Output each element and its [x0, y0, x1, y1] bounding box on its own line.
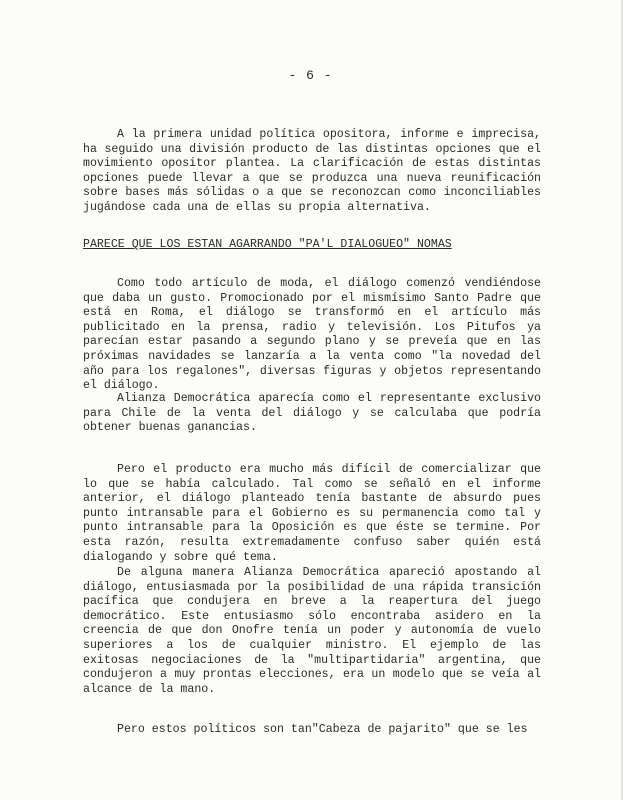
paragraph-text: Alianza Democrática aparecía como el representante exclusivo para Chile de la venta del diálogo y se calculaba que podría obtener buenas ganancias. [83, 392, 541, 435]
paragraph-4 [83, 463, 541, 565]
paragraph-5 [83, 566, 541, 697]
paragraph-text: Como todo artículo de moda, el diálogo comenzó vendiéndose que daba un gusto. Promocionado por el mismísimo Santo Padre que está en Roma, el diálogo se transformó en el artículo más publicitado en la prensa, radio y televisión. Los Pitufos ya parecían estar pasando a segundo plano y se preveía que en las próximas navidades se lanzaría a la venta como "la novedad del año para los regalones", diversas figuras y objetos representando el diálogo. [83, 277, 541, 393]
paragraph-6 [83, 723, 541, 738]
page-number: - 6 - [288, 68, 333, 83]
paragraph-3 [83, 392, 541, 436]
section-heading: PARECE QUE LOS ESTAN AGARRANDO "PA'L DIALOGUEO" NOMAS [83, 238, 452, 251]
paragraph-text: De alguna manera Alianza Democrática apareció apostando al diálogo, entusiasmada por la posibilidad de una rápida transición pacífica que condujera en breve a la reapertura del juego democrático. Este entusiasmo sólo encontraba asidero en la creencia de que don Onofre tenía un poder y autonomía de vuelo superiores a los de cualquier ministro. El ejemplo de las exitosas negociaciones de la "multipartidaria" argentina, que condujeron a muy prontas elecciones, era un modelo que se veía al alcance de la mano. [83, 566, 541, 696]
paragraph-text: Pero estos políticos son tan"Cabeza de pajarito" que se les [117, 723, 528, 736]
paragraph-text: A la primera unidad política opositora, informe e imprecisa, ha seguido una división producto de las distintas opciones que el movimiento opositor plantea. La clarificación de estas distintas opciones puede llevar a que se produzca una nueva reunificación sobre bases más sólidas o a que se reconozcan como inconciliables jugándose cada una de ellas su propia alternativa. [83, 128, 541, 214]
paragraph-2 [83, 277, 541, 394]
paragraph-1 [83, 128, 541, 216]
paragraph-text: Pero el producto era mucho más difícil de comercializar que lo que se había calculado. Tal como se señaló en el informe anterior, el diálogo planteado tenía bastante de absurdo pues punto intransable para el Gobierno es su permanencia como tal y punto intransable para la Oposición es que éste se termine. Por esta razón, resulta extremadamente confuso saber quién está dialogando y sobre qué tema. [83, 463, 541, 564]
